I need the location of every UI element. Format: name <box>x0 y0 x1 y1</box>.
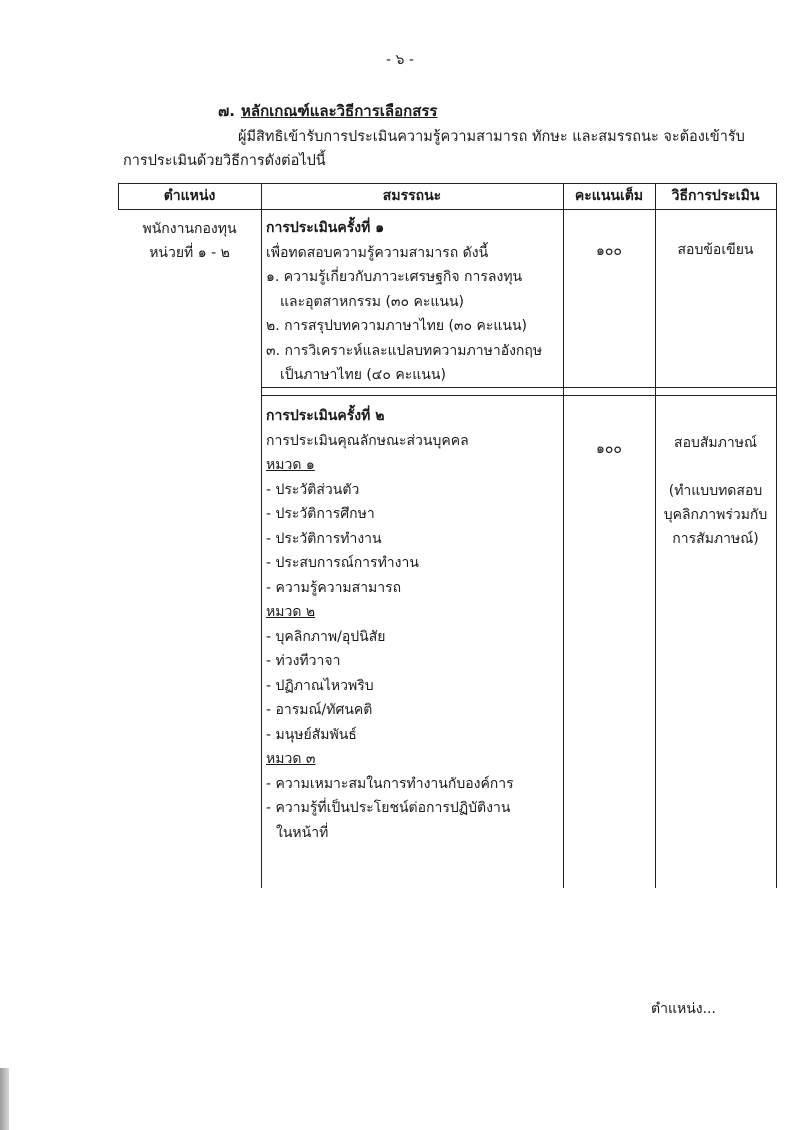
group1-item: - ประวัติการศึกษา <box>266 506 375 522</box>
group2-title: หมวด ๒ <box>266 604 316 620</box>
table-right-border <box>776 183 777 888</box>
round2-subtitle: การประเมินคุณลักษณะส่วนบุคคล <box>266 432 469 449</box>
round1-item: ๑. ความรู้เกี่ยวกับภาวะเศรษฐกิจ การลงทุน <box>266 269 523 285</box>
scan-edge-mark <box>0 1068 9 1130</box>
round2-title: การประเมินครั้งที่ ๒ <box>266 408 385 424</box>
group2-item: - บุคลิกภาพ/อุปนิสัย <box>266 628 386 645</box>
group1-item: - ประสบการณ์การทำงาน <box>266 555 419 571</box>
group1-item: - ความรู้ความสามารถ <box>266 579 402 596</box>
method-note-line: บุคลิกภาพร่วมกับ <box>663 507 768 523</box>
header-position: ตำแหน่ง <box>163 188 216 204</box>
group2-item: - ท่วงทีวาจา <box>266 653 341 669</box>
header-bottom-border <box>118 209 776 210</box>
round1-competency <box>266 216 561 388</box>
page-number: - ๖ - <box>386 52 414 68</box>
round2-method-note <box>655 479 776 551</box>
group2-item: - อารมณ์/ทัศนคติ <box>266 702 373 718</box>
method-note-line: (ทำแบบทดสอบ <box>668 483 763 499</box>
header-competency: สมรรถนะ <box>382 188 442 204</box>
round2-score: ๑๐๐ <box>596 441 622 457</box>
group3-title: หมวด ๓ <box>266 751 316 767</box>
group1-item: - ประวัติการทำงาน <box>266 530 382 547</box>
position-unit: หน่วยที่ ๑ - ๒ <box>149 245 230 261</box>
round1-score: ๑๐๐ <box>596 243 622 259</box>
round1-title: การประเมินครั้งที่ ๑ <box>266 220 385 236</box>
round2-competency <box>266 404 561 845</box>
column-divider-1 <box>261 183 262 888</box>
group3-item: - ความเหมาะสมในการทำงานกับองค์การ <box>266 775 514 792</box>
section-heading <box>218 99 437 123</box>
group2-item: - มนุษย์สัมพันธ์ <box>266 726 357 743</box>
section-title: หลักเกณฑ์และวิธีการเลือกสรร <box>240 102 438 120</box>
round1-subtitle: เพื่อทดสอบความรู้ความสามารถ ดังนี้ <box>266 244 489 261</box>
group1-item: - ประวัติส่วนตัว <box>266 481 360 498</box>
section-number: ๗. <box>218 102 235 120</box>
selection-criteria-table <box>118 183 776 888</box>
group1-title: หมวด ๑ <box>266 457 315 473</box>
round1-item: เป็นภาษาไทย (๔๐ คะแนน) <box>280 367 446 383</box>
continuation-note: ตำแหน่ง... <box>651 1001 716 1017</box>
column-divider-2 <box>563 183 564 888</box>
round1-item: และอุตสาหกรรม (๓๐ คะแนน) <box>280 293 464 310</box>
round1-item: ๒. การสรุปบทความภาษาไทย (๓๐ คะแนน) <box>266 318 528 334</box>
round-divider-2 <box>261 395 776 396</box>
round1-method: สอบข้อเขียน <box>677 242 754 258</box>
group3-item: - ความรู้ที่เป็นประโยชน์ต่อการปฏิบัติงาน <box>266 800 511 816</box>
group2-item: - ปฏิภาณไหวพริบ <box>266 677 374 694</box>
method-note-line: การสัมภาษณ์) <box>672 531 759 547</box>
group3-item: ในหน้าที่ <box>276 824 329 841</box>
intro-line-2: การประเมินด้วยวิธีการดังต่อไปนี้ <box>123 153 326 169</box>
position-name: พนักงานกองทุน <box>142 221 237 237</box>
intro-line-1: ผู้มีสิทธิเข้ารับการประเมินความรู้ความสามารถ ทักษะ และสมรรถนะ จะต้องเข้ารับ <box>238 129 745 145</box>
position-cell <box>118 217 261 265</box>
header-full-score: คะแนนเต็ม <box>574 188 644 204</box>
round1-item: ๓. การวิเคราะห์และแปลบทความภาษาอังกฤษ <box>266 342 543 359</box>
header-method: วิธีการประเมิน <box>671 188 760 204</box>
round2-method: สอบสัมภาษณ์ <box>674 435 757 451</box>
